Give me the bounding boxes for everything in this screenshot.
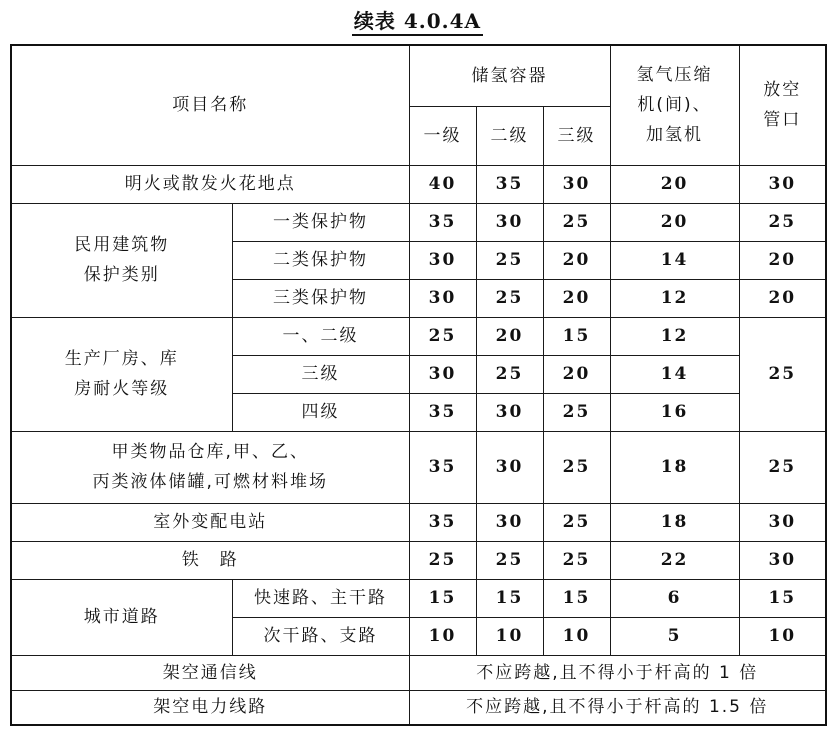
table-row bbox=[11, 431, 826, 503]
cell-value: 25 bbox=[543, 541, 610, 579]
cell-value: 20 bbox=[739, 241, 826, 279]
cell-value: 30 bbox=[739, 503, 826, 541]
row-sub-label: 二类保护物 bbox=[232, 241, 409, 279]
cell-value: 12 bbox=[610, 317, 739, 355]
row-sub-label: 一、二级 bbox=[232, 317, 409, 355]
cell-value: 25 bbox=[476, 241, 543, 279]
header-compressor bbox=[610, 45, 739, 165]
row-label: 明火或散发火花地点 bbox=[11, 165, 409, 203]
table-title: 续表 4.0.4A bbox=[0, 5, 835, 34]
table-row bbox=[11, 541, 826, 579]
cell-value: 12 bbox=[610, 279, 739, 317]
cell-value: 25 bbox=[476, 355, 543, 393]
cell-value: 10 bbox=[543, 617, 610, 655]
cell-value: 35 bbox=[409, 431, 476, 503]
cell-value: 5 bbox=[610, 617, 739, 655]
table-row bbox=[11, 503, 826, 541]
row-label-line: 丙类液体储罐,可燃材料堆场 bbox=[92, 472, 328, 492]
row-label-line: 甲类物品仓库,甲、乙、 bbox=[111, 442, 309, 462]
header-item-name: 项目名称 bbox=[11, 45, 409, 165]
row-group-line: 房耐火等级 bbox=[74, 379, 170, 399]
row-sub-label: 一类保护物 bbox=[232, 203, 409, 241]
cell-value: 25 bbox=[476, 541, 543, 579]
cell-value: 14 bbox=[610, 241, 739, 279]
cell-value: 20 bbox=[610, 165, 739, 203]
table-row bbox=[11, 579, 826, 617]
cell-value: 20 bbox=[543, 241, 610, 279]
row-group-line: 生产厂房、库 bbox=[64, 349, 179, 369]
cell-value: 35 bbox=[476, 165, 543, 203]
cell-value: 30 bbox=[476, 503, 543, 541]
cell-value: 18 bbox=[610, 503, 739, 541]
cell-value: 15 bbox=[409, 579, 476, 617]
distance-table bbox=[10, 44, 827, 726]
cell-value: 25 bbox=[409, 317, 476, 355]
header-compressor-line: 加氢机 bbox=[646, 125, 704, 146]
cell-value: 15 bbox=[543, 579, 610, 617]
header-vent bbox=[739, 45, 826, 165]
cell-value: 35 bbox=[409, 503, 476, 541]
row-sub-label: 次干路、支路 bbox=[232, 617, 409, 655]
cell-value: 30 bbox=[476, 203, 543, 241]
cell-value: 30 bbox=[739, 165, 826, 203]
cell-value: 14 bbox=[610, 355, 739, 393]
table-row bbox=[11, 317, 826, 355]
cell-value: 25 bbox=[543, 503, 610, 541]
cell-value: 25 bbox=[739, 203, 826, 241]
table-row bbox=[11, 690, 826, 725]
row-group-label: 城市道路 bbox=[11, 579, 232, 655]
cell-value: 15 bbox=[476, 579, 543, 617]
cell-value: 18 bbox=[610, 431, 739, 503]
row-label: 铁 路 bbox=[11, 541, 409, 579]
table-row bbox=[11, 203, 826, 241]
table-row bbox=[11, 655, 826, 690]
row-group-label bbox=[11, 317, 232, 431]
cell-value-merged: 25 bbox=[739, 317, 826, 431]
cell-value: 20 bbox=[543, 355, 610, 393]
cell-value: 20 bbox=[476, 317, 543, 355]
row-label bbox=[11, 431, 409, 503]
cell-value: 30 bbox=[409, 355, 476, 393]
cell-value: 15 bbox=[739, 579, 826, 617]
cell-value: 35 bbox=[409, 203, 476, 241]
cell-value: 10 bbox=[476, 617, 543, 655]
cell-value: 22 bbox=[610, 541, 739, 579]
cell-note: 不应跨越,且不得小于杆高的 1 倍 bbox=[409, 655, 826, 690]
header-grade: 二级 bbox=[476, 106, 543, 165]
cell-value: 30 bbox=[739, 541, 826, 579]
cell-value: 30 bbox=[476, 431, 543, 503]
cell-note: 不应跨越,且不得小于杆高的 1.5 倍 bbox=[409, 690, 826, 725]
cell-value: 20 bbox=[543, 279, 610, 317]
table-row bbox=[11, 165, 826, 203]
header-row bbox=[11, 45, 826, 106]
cell-value: 30 bbox=[476, 393, 543, 431]
row-sub-label: 快速路、主干路 bbox=[232, 579, 409, 617]
header-storage-group: 储氢容器 bbox=[409, 45, 610, 106]
header-compressor-line: 机(间)、 bbox=[637, 95, 712, 116]
cell-value: 16 bbox=[610, 393, 739, 431]
cell-value: 20 bbox=[739, 279, 826, 317]
cell-value: 30 bbox=[409, 241, 476, 279]
header-vent-line: 放空 bbox=[763, 80, 802, 101]
header-grade: 一级 bbox=[409, 106, 476, 165]
row-sub-label: 三类保护物 bbox=[232, 279, 409, 317]
row-sub-label: 四级 bbox=[232, 393, 409, 431]
row-group-line: 民用建筑物 bbox=[74, 235, 170, 255]
row-label: 架空电力线路 bbox=[11, 690, 409, 725]
cell-value: 25 bbox=[739, 431, 826, 503]
row-group-label bbox=[11, 203, 232, 317]
cell-value: 10 bbox=[409, 617, 476, 655]
header-vent-line: 管口 bbox=[763, 110, 802, 131]
row-group-line: 保护类别 bbox=[83, 265, 160, 285]
cell-value: 25 bbox=[543, 393, 610, 431]
cell-value: 40 bbox=[409, 165, 476, 203]
row-label: 室外变配电站 bbox=[11, 503, 409, 541]
cell-value: 25 bbox=[476, 279, 543, 317]
cell-value: 15 bbox=[543, 317, 610, 355]
row-label: 架空通信线 bbox=[11, 655, 409, 690]
cell-value: 25 bbox=[543, 431, 610, 503]
cell-value: 35 bbox=[409, 393, 476, 431]
cell-value: 6 bbox=[610, 579, 739, 617]
cell-value: 30 bbox=[543, 165, 610, 203]
cell-value: 30 bbox=[409, 279, 476, 317]
header-compressor-line: 氢气压缩 bbox=[636, 65, 713, 86]
cell-value: 10 bbox=[739, 617, 826, 655]
cell-value: 20 bbox=[610, 203, 739, 241]
header-grade: 三级 bbox=[543, 106, 610, 165]
cell-value: 25 bbox=[543, 203, 610, 241]
cell-value: 25 bbox=[409, 541, 476, 579]
row-sub-label: 三级 bbox=[232, 355, 409, 393]
